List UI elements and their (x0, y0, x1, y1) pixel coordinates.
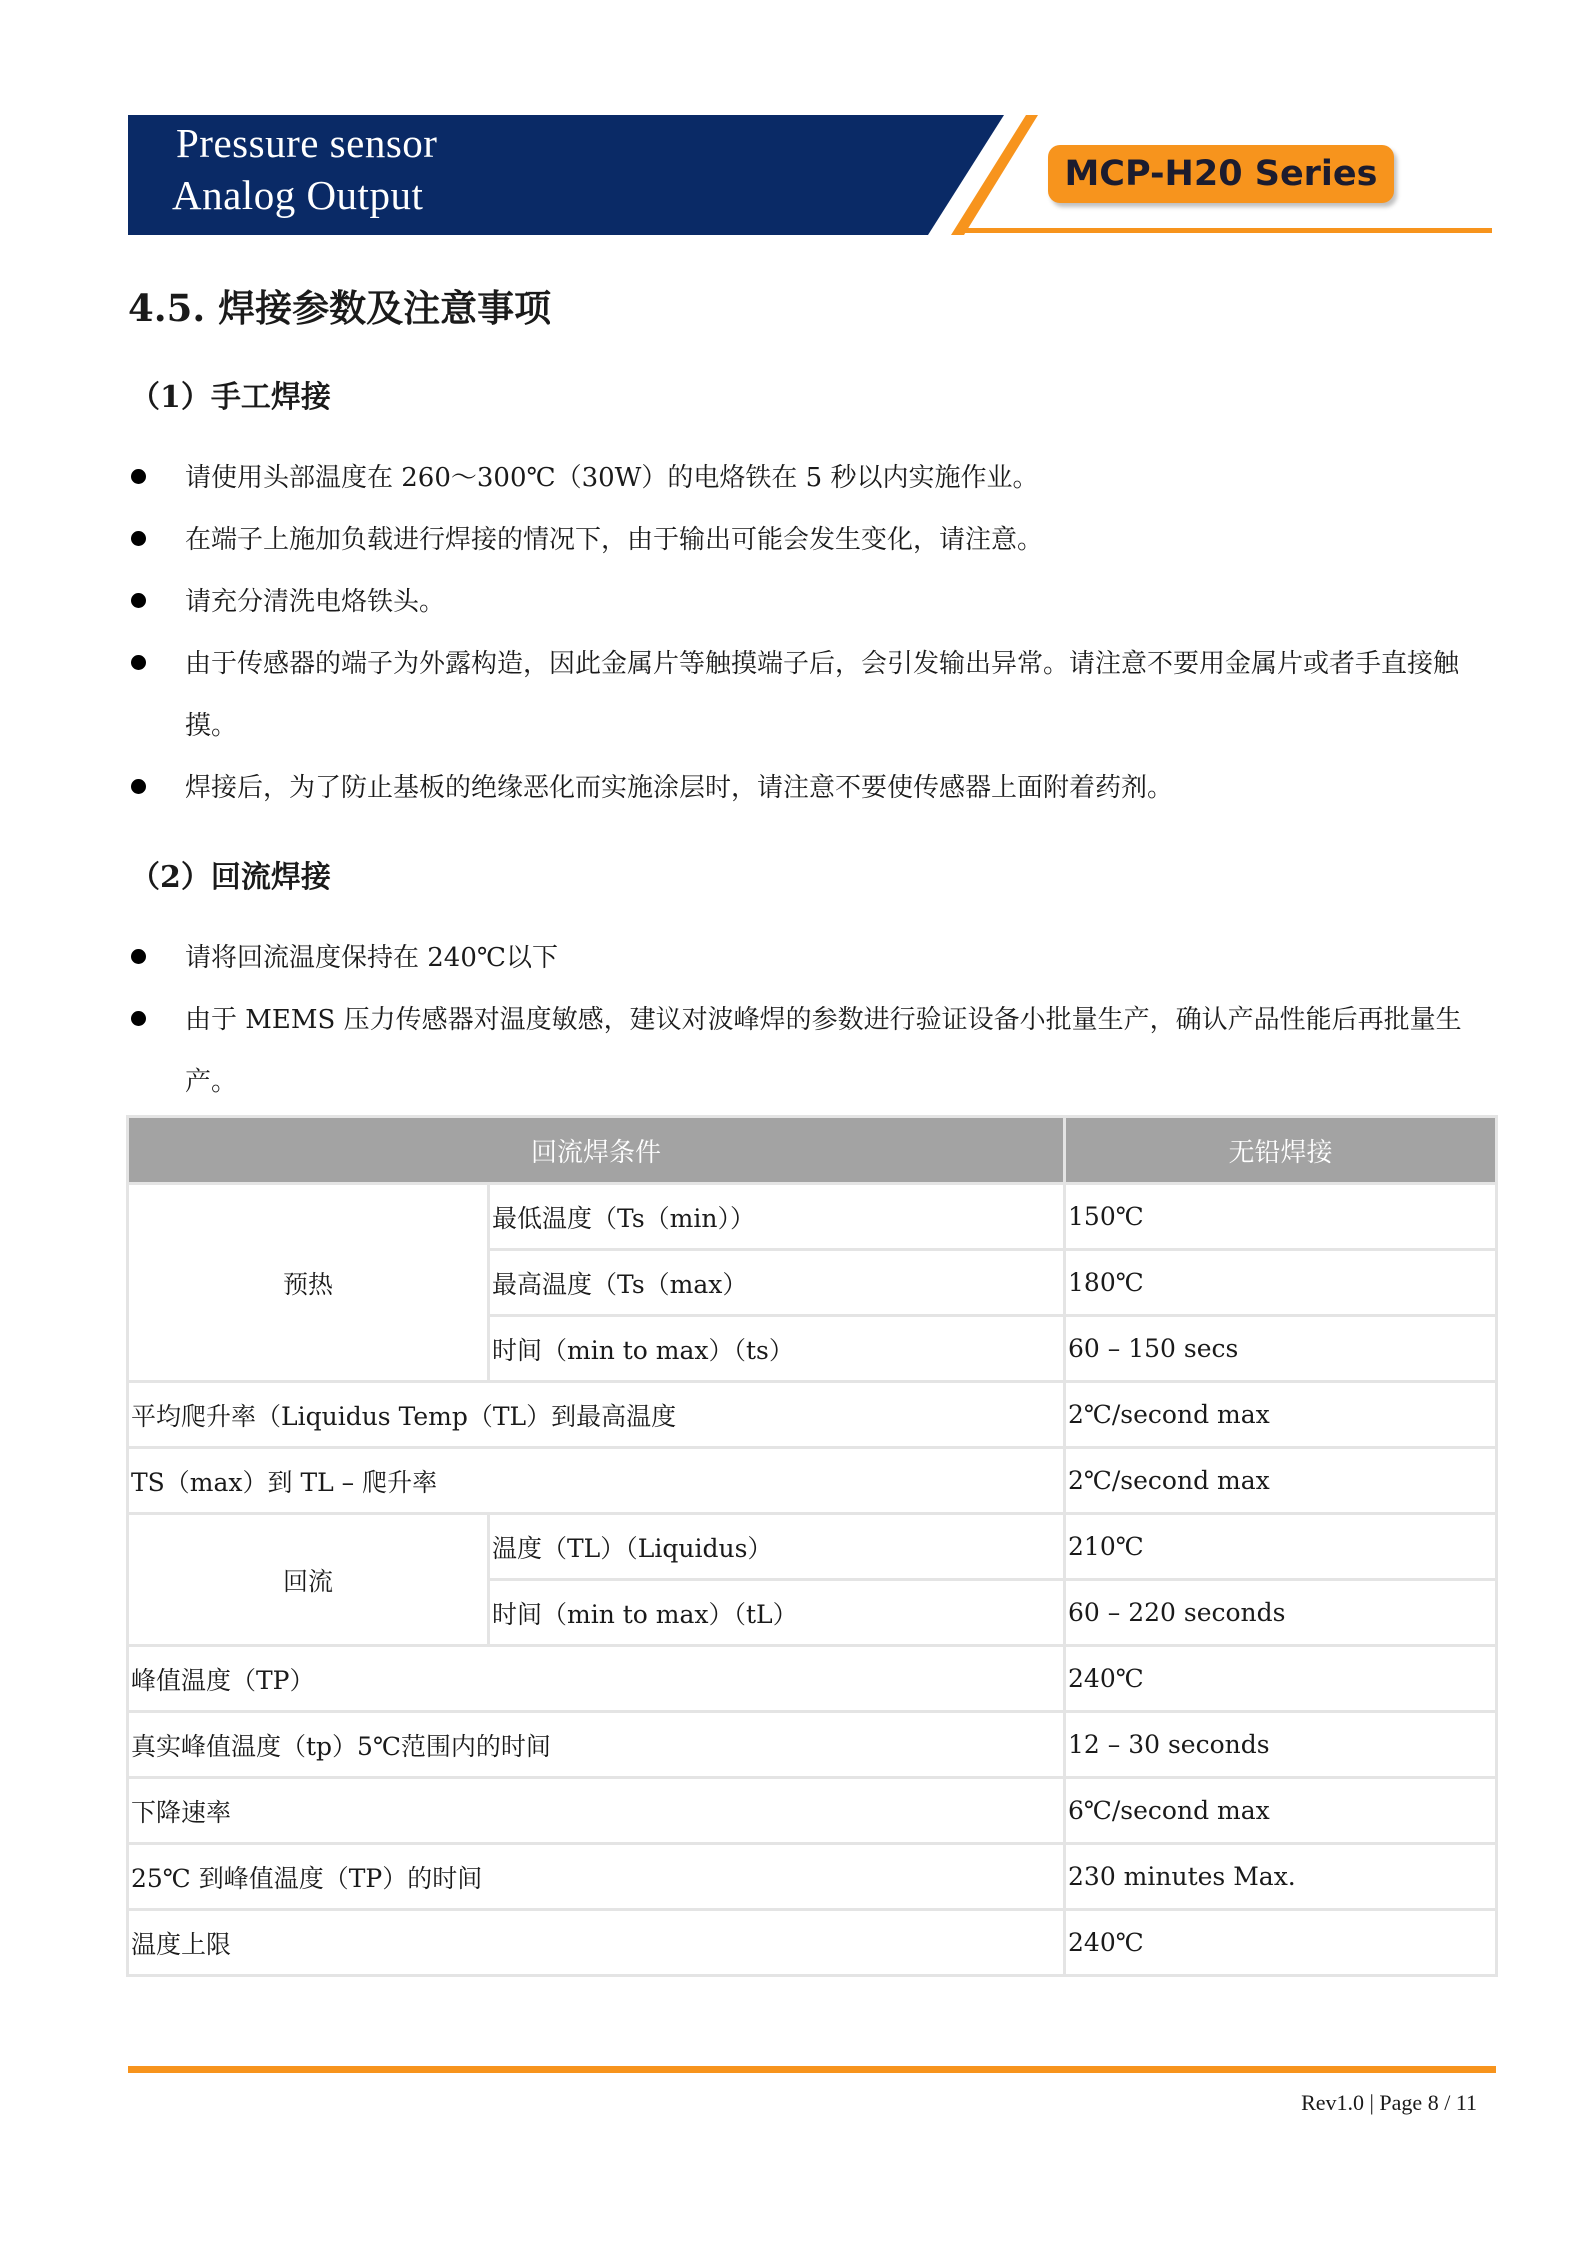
value-cell: 150℃ (1066, 1185, 1495, 1248)
header-lead-free: 无铅焊接 (1066, 1118, 1495, 1182)
footer-divider (128, 2066, 1496, 2073)
table-row (129, 1449, 1495, 1512)
value-cell: 180℃ (1066, 1251, 1495, 1314)
value-cell: 230 minutes Max. (1066, 1845, 1495, 1908)
value-cell: 210℃ (1066, 1515, 1495, 1578)
table-row (129, 1647, 1495, 1710)
table-row (129, 1383, 1495, 1446)
table-row (129, 1185, 1495, 1248)
series-badge: MCP-H20 Series (1048, 145, 1394, 203)
param-cell: 时间（min to max）（tL） (490, 1581, 1063, 1644)
param-cell: 最低温度（Ts（min）） (490, 1185, 1063, 1248)
list-item: 在端子上施加负载进行焊接的情况下，由于输出可能会发生变化，请注意。 (128, 509, 1498, 571)
param-cell: 温度（TL）（Liquidus） (490, 1515, 1063, 1578)
list-item: 由于 MEMS 压力传感器对温度敏感，建议对波峰焊的参数进行验证设备小批量生产，确认产品性能后再批量生产。 (128, 989, 1498, 1113)
value-cell: 60 – 220 seconds (1066, 1581, 1495, 1644)
brand-subtitle: Analog Output (172, 172, 424, 218)
manual-soldering-list (128, 447, 1498, 819)
list-item: 由于传感器的端子为外露构造，因此金属片等触摸端子后，会引发输出异常。请注意不要用金属片或者手直接触摸。 (128, 633, 1498, 757)
reflow-soldering-title: （2）回流焊接 (130, 860, 331, 895)
value-cell: 60 – 150 secs (1066, 1317, 1495, 1380)
list-item: 请充分清洗电烙铁头。 (128, 571, 1498, 633)
param-cell: 时间（min to max）（ts） (490, 1317, 1063, 1380)
param-cell: 温度上限 (129, 1911, 1063, 1974)
param-cell: 最高温度（Ts（max） (490, 1251, 1063, 1314)
header-orange-underline (964, 228, 1492, 233)
param-cell: 25℃ 到峰值温度（TP）的时间 (129, 1845, 1063, 1908)
manual-soldering-title: （1）手工焊接 (130, 380, 331, 415)
list-item: 请使用头部温度在 260～300℃（30W）的电烙铁在 5 秒以内实施作业。 (128, 447, 1498, 509)
page-header (128, 115, 1492, 235)
header-reflow-condition: 回流焊条件 (129, 1118, 1063, 1182)
value-cell: 2℃/second max (1066, 1383, 1495, 1446)
value-cell: 6℃/second max (1066, 1779, 1495, 1842)
list-item: 请将回流温度保持在 240℃以下 (128, 927, 1498, 989)
table-row (129, 1515, 1495, 1578)
reflow-soldering-list (128, 927, 1498, 1113)
param-cell: 峰值温度（TP） (129, 1647, 1063, 1710)
reflow-label: 回流 (129, 1515, 487, 1644)
param-cell: 平均爬升率（Liquidus Temp（TL）到最高温度 (129, 1383, 1063, 1446)
table-row (129, 1845, 1495, 1908)
value-cell: 12 – 30 seconds (1066, 1713, 1495, 1776)
preheat-label: 预热 (129, 1185, 487, 1380)
param-cell: 下降速率 (129, 1779, 1063, 1842)
param-cell: TS（max）到 TL – 爬升率 (129, 1449, 1063, 1512)
table-row (129, 1713, 1495, 1776)
page-number: Rev1.0 | Page 8 / 11 (1301, 2090, 1477, 2115)
list-item: 焊接后，为了防止基板的绝缘恶化而实施涂层时，请注意不要使传感器上面附着药剂。 (128, 757, 1498, 819)
value-cell: 240℃ (1066, 1647, 1495, 1710)
brand-title: Pressure sensor (176, 120, 438, 166)
table-row (129, 1911, 1495, 1974)
value-cell: 240℃ (1066, 1911, 1495, 1974)
reflow-profile-table (126, 1115, 1498, 1977)
section-title: 4.5. 焊接参数及注意事项 (128, 286, 552, 330)
table-row (129, 1779, 1495, 1842)
param-cell: 真实峰值温度（tp）5℃范围内的时间 (129, 1713, 1063, 1776)
value-cell: 2℃/second max (1066, 1449, 1495, 1512)
